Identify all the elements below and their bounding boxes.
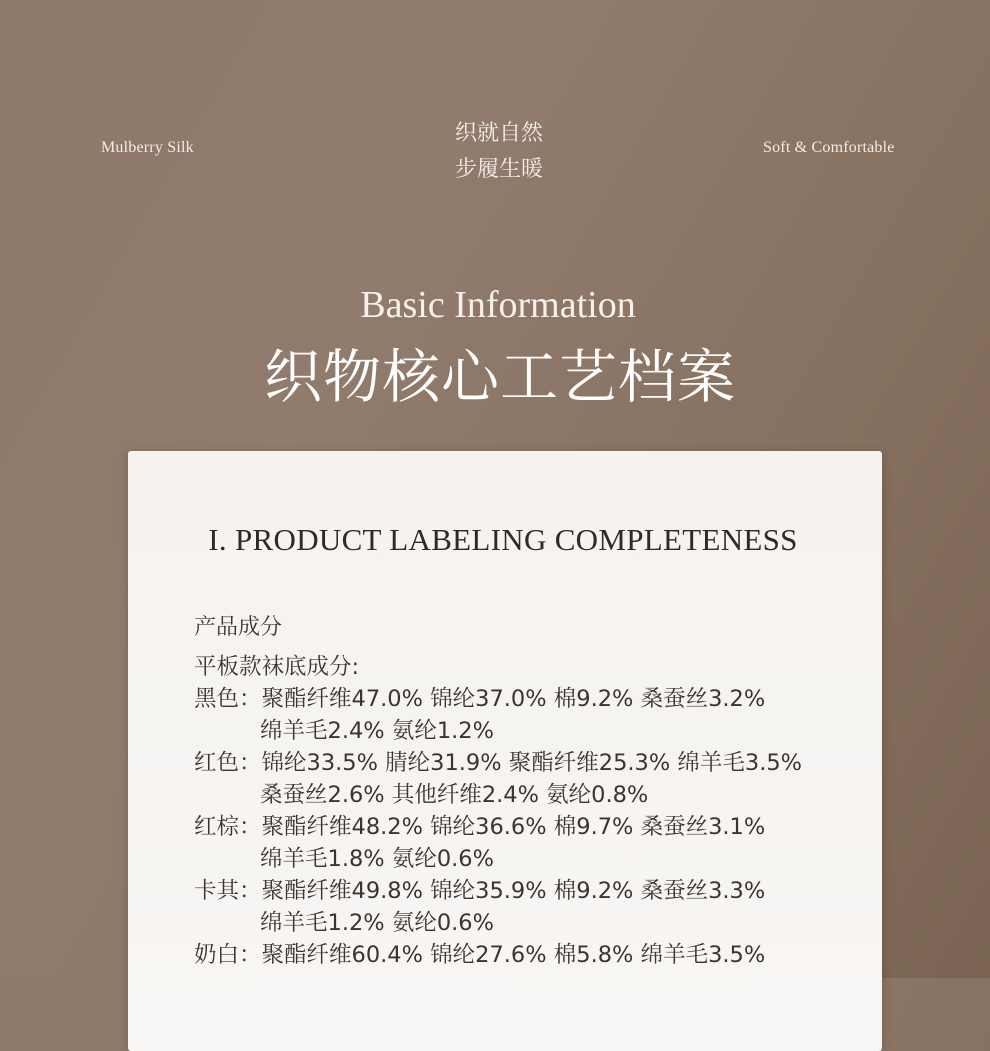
card-title: I. PRODUCT LABELING COMPLETENESS xyxy=(208,522,798,557)
composition-line: 红棕：聚酯纤维48.2% 锦纶36.6% 棉9.7% 桑蚕丝3.1% xyxy=(194,814,766,840)
section-label: 产品成分 xyxy=(194,615,283,640)
composition-line: 绵羊毛2.4% 氨纶1.2% xyxy=(260,718,494,744)
composition-line: 卡其：聚酯纤维49.8% 锦纶35.9% 棉9.2% 桑蚕丝3.3% xyxy=(194,878,766,904)
page-title: 织物核心工艺档案 xyxy=(263,343,736,411)
header-right-text: Soft & Comfortable xyxy=(763,139,895,156)
slogan-line-2: 步履生暖 xyxy=(454,157,543,182)
slogan xyxy=(0,116,990,188)
header-left-text: Mulberry Silk xyxy=(101,139,194,156)
slogan-line-1: 织就自然 xyxy=(454,121,543,146)
composition-line: 黑色：聚酯纤维47.0% 锦纶37.0% 棉9.2% 桑蚕丝3.2% xyxy=(194,686,766,712)
composition-line: 红色：锦纶33.5% 腈纶31.9% 聚酯纤维25.3% 绵羊毛3.5% xyxy=(194,750,803,776)
composition-list xyxy=(194,651,802,971)
composition-line: 绵羊毛1.2% 氨纶0.6% xyxy=(260,910,494,936)
composition-line: 平板款袜底成分: xyxy=(194,654,360,680)
composition-line: 桑蚕丝2.6% 其他纤维2.4% 氨纶0.8% xyxy=(260,782,649,808)
composition-line: 绵羊毛1.8% 氨纶0.6% xyxy=(260,846,494,872)
composition-line: 奶白：聚酯纤维60.4% 锦纶27.6% 棉5.8% 绵羊毛3.5% xyxy=(194,942,766,968)
hero-subtitle: Basic Information xyxy=(360,284,636,326)
